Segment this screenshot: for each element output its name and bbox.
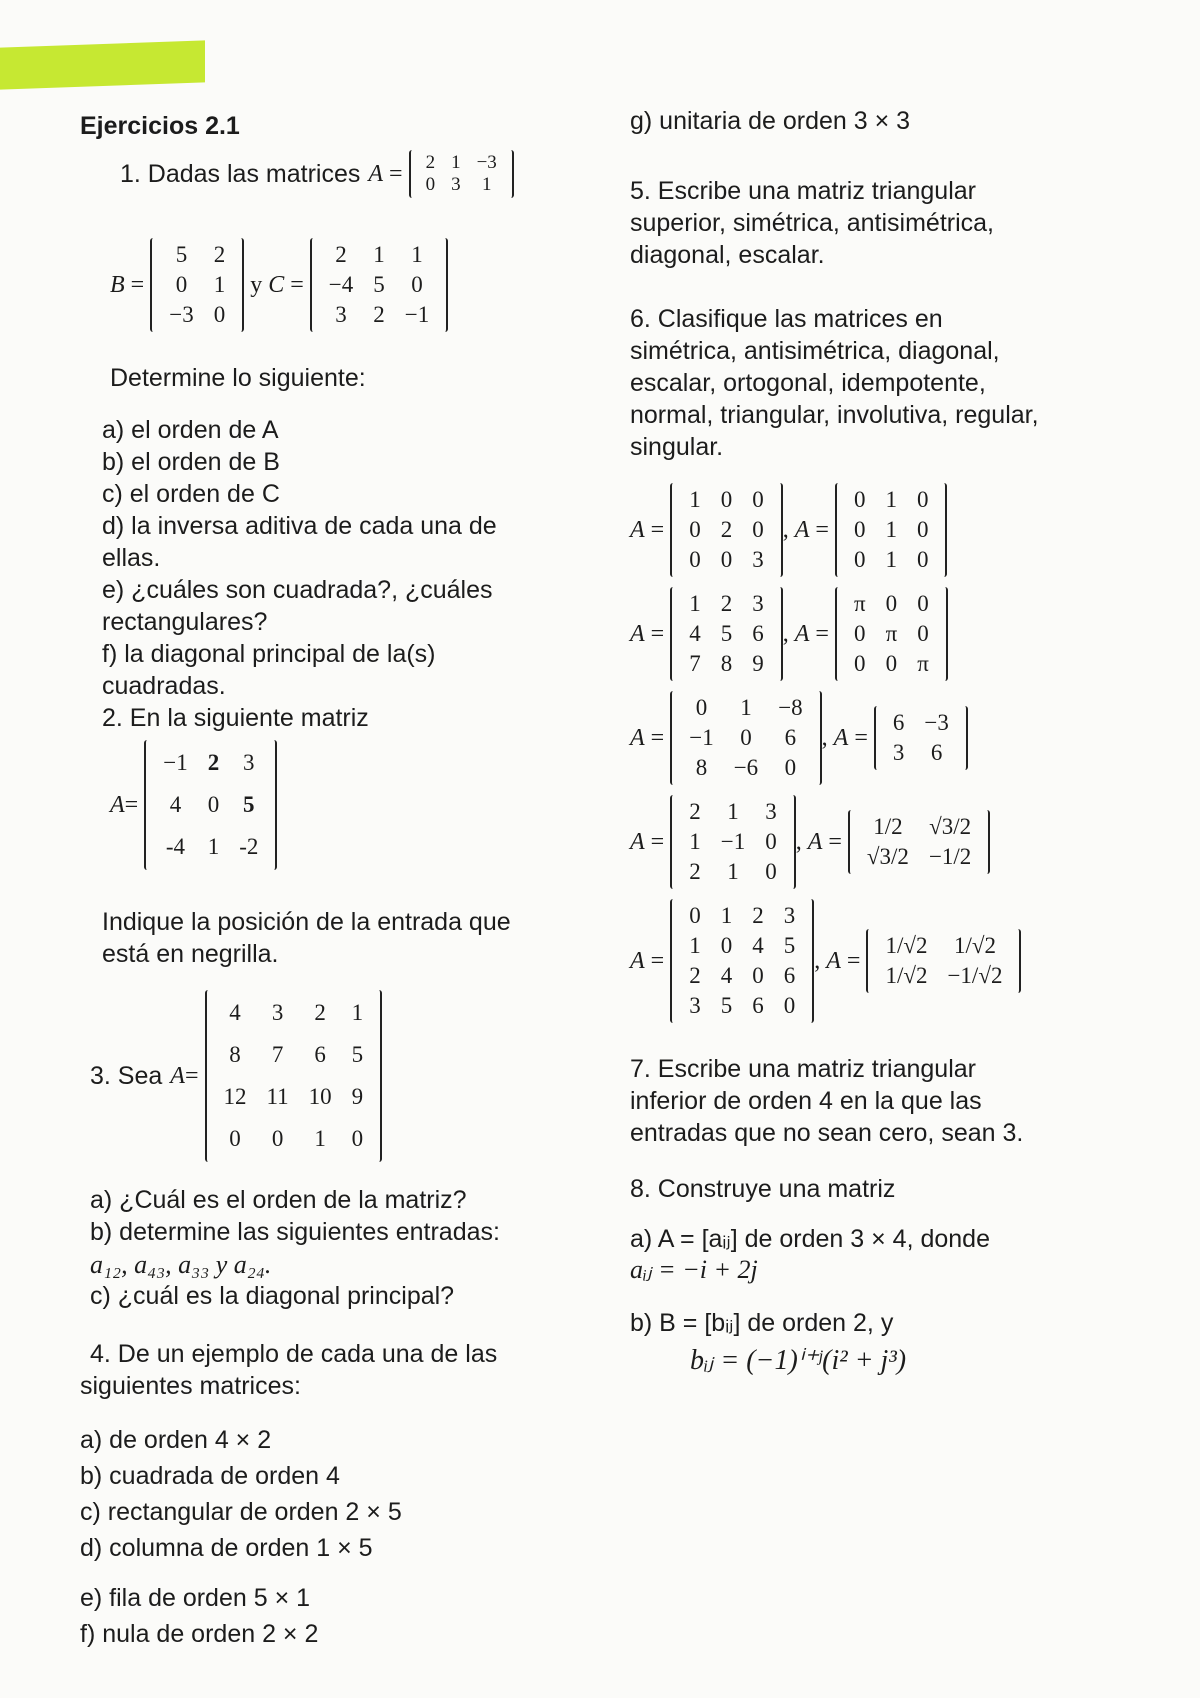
ex1-intro-row: 1. Dadas las matrices A = 2 1 −3 0 3 1 bbox=[120, 150, 590, 198]
text-line: superior, simétrica, antisimétrica, bbox=[630, 209, 995, 237]
matrix-cell: 8 bbox=[229, 1042, 241, 1067]
matrix-cell: 0 bbox=[885, 591, 898, 616]
matrix-cell: 0 bbox=[689, 547, 701, 572]
matrix-cell: 2 bbox=[314, 1000, 326, 1025]
matrix-cell: 1 bbox=[720, 903, 733, 928]
matrix-cell: 8 bbox=[720, 651, 733, 676]
ex2-intro: 2. En la siguiente matriz bbox=[102, 704, 369, 732]
matrix-cell: 1 bbox=[351, 1000, 364, 1025]
ex8-b-line-2: bᵢⱼ = (−1)ⁱ⁺ʲ(i² + j³) bbox=[690, 1345, 907, 1376]
text-line: inferior de orden 4 en la que las bbox=[630, 1087, 982, 1115]
matrix-cell: −1 bbox=[163, 750, 188, 775]
matrix-cell: 2 bbox=[720, 517, 733, 542]
matrix-cell: 8 bbox=[695, 755, 708, 780]
matrix-cell: √3/2 bbox=[866, 844, 909, 869]
text-line: cuadradas. bbox=[102, 672, 226, 700]
matrix-cell: π bbox=[917, 651, 929, 676]
text-line: singular. bbox=[630, 433, 724, 461]
matrix-cell: 4 bbox=[689, 621, 701, 646]
matrix-cell: 3 bbox=[451, 174, 461, 195]
matrix-cell: 1 bbox=[885, 517, 897, 542]
matrix-cell: 1/√2 bbox=[953, 933, 996, 958]
matrix-cell: 3 bbox=[783, 903, 796, 928]
text-line: f) la diagonal principal de la(s) bbox=[102, 640, 436, 668]
ex4-item-c: c) rectangular de orden 2 × 5 bbox=[80, 1498, 402, 1526]
matrix-cell: 2 bbox=[335, 242, 347, 267]
ex6-matrix bbox=[670, 795, 795, 889]
matrix-cell: 3 bbox=[689, 993, 701, 1018]
matrix-cell: −1/√2 bbox=[947, 963, 1003, 988]
ex4-item-g: g) unitaria de orden 3 × 3 bbox=[630, 107, 911, 135]
text-line: normal, triangular, involutiva, regular, bbox=[630, 401, 1039, 429]
matrix-cell: 2 bbox=[213, 242, 226, 267]
matrix-cell: 5 bbox=[175, 242, 188, 267]
ex3-question-b: b) determine las siguientes entradas: bbox=[90, 1218, 500, 1246]
matrix-cell: −6 bbox=[733, 755, 759, 780]
matrix-cell: −4 bbox=[328, 272, 354, 297]
matrix-cell: 1 bbox=[727, 799, 739, 824]
matrix-cell: π bbox=[885, 621, 898, 646]
matrix-cell: 0 bbox=[207, 792, 220, 817]
matrix-cell: 11 bbox=[266, 1084, 289, 1109]
ex3-question-c: c) ¿cuál es la diagonal principal? bbox=[90, 1282, 455, 1310]
matrix-cell: 6 bbox=[930, 740, 943, 765]
matrix-cell: −8 bbox=[778, 695, 803, 720]
matrix-cell: 3 bbox=[271, 1000, 284, 1025]
ex6-matrix-pair bbox=[630, 587, 1170, 681]
matrix-cell: 0 bbox=[425, 174, 436, 195]
matrix-cell: −1 bbox=[720, 829, 746, 854]
ex8-a-line-1: a) A = [aᵢⱼ] de orden 3 × 4, donde bbox=[630, 1225, 990, 1253]
matrix-cell: 0 bbox=[351, 1126, 364, 1151]
matrix-cell: 6 bbox=[314, 1042, 326, 1067]
text-line: d) la inversa aditiva de cada una de bbox=[102, 512, 497, 540]
ex6-matrix bbox=[670, 899, 814, 1023]
matrix-cell: 1 bbox=[727, 859, 739, 884]
matrix-cell: 3 bbox=[765, 799, 777, 824]
ex6-matrix bbox=[835, 587, 948, 681]
matrix-cell: 6 bbox=[783, 963, 796, 988]
matrix-cell: 0 bbox=[916, 547, 929, 572]
matrix-cell: 0 bbox=[689, 517, 701, 542]
matrix-cell: 10 bbox=[308, 1084, 332, 1109]
ex3-matrix bbox=[205, 990, 383, 1162]
ex8-a-line-2: aᵢⱼ = −i + 2j bbox=[630, 1255, 758, 1284]
ex6-matrix bbox=[874, 706, 968, 770]
ex5-text bbox=[630, 175, 1170, 271]
matrix-label: A = bbox=[630, 724, 665, 751]
text-line: escalar, ortogonal, idempotente, bbox=[630, 369, 986, 397]
matrix-cell: 6 bbox=[892, 710, 905, 735]
matrix-cell: 0 bbox=[175, 272, 188, 297]
matrix-label: A = bbox=[630, 828, 665, 855]
matrix-cell: 3 bbox=[752, 547, 764, 572]
matrix-cell: 4 bbox=[720, 963, 733, 988]
ex1-matrix-c bbox=[310, 238, 448, 332]
ex6-matrix bbox=[670, 483, 783, 577]
matrix-label: , A = bbox=[795, 828, 842, 855]
matrix-cell: 1 bbox=[411, 242, 423, 267]
matrix-cell: 2 bbox=[752, 903, 764, 928]
matrix-cell: 1 bbox=[885, 487, 897, 512]
matrix-cell: 1/√2 bbox=[885, 963, 928, 988]
ex2-question-1: Indique la posición de la entrada que bbox=[102, 908, 511, 936]
matrix-cell: 1 bbox=[207, 834, 220, 859]
matrix-cell: 0 bbox=[720, 487, 733, 512]
ex4-item-f: f) nula de orden 2 × 2 bbox=[80, 1620, 319, 1648]
text-line: b) el orden de B bbox=[102, 448, 280, 476]
matrix-label: , A = bbox=[782, 620, 829, 647]
ex6-matrix-pair bbox=[630, 899, 1170, 1023]
matrix-cell: 1 bbox=[689, 591, 701, 616]
matrix-cell: −3 bbox=[924, 710, 949, 735]
ex4-intro-2: siguientes matrices: bbox=[80, 1372, 301, 1400]
matrix-cell: 1 bbox=[689, 487, 701, 512]
matrix-cell: 2 bbox=[689, 799, 701, 824]
ex1-connector: y bbox=[250, 271, 263, 298]
matrix-cell: 5 bbox=[373, 272, 385, 297]
matrix-cell: 2 bbox=[689, 963, 701, 988]
matrix-cell: 1 bbox=[689, 933, 701, 958]
matrix-cell: 1 bbox=[481, 174, 492, 195]
matrix-cell: 1/2 bbox=[873, 814, 903, 839]
matrix-cell: 0 bbox=[784, 755, 797, 780]
matrix-cell: 3 bbox=[243, 750, 255, 775]
ex3-entries: a₁₂, a₄₃, a₃₃ y a₂₄. bbox=[90, 1250, 272, 1279]
matrix-cell: π bbox=[853, 591, 866, 616]
text-line: 7. Escribe una matriz triangular bbox=[630, 1055, 976, 1083]
text-line: diagonal, escalar. bbox=[630, 241, 825, 269]
text-line: 5. Escribe una matriz triangular bbox=[630, 177, 976, 205]
ex6-matrix-pair bbox=[630, 483, 1170, 577]
matrix-cell: 1 bbox=[213, 272, 226, 297]
matrix-cell: -2 bbox=[239, 834, 259, 859]
matrix-cell: 0 bbox=[853, 547, 866, 572]
matrix-cell: 0 bbox=[916, 487, 929, 512]
matrix-cell: −1 bbox=[689, 725, 714, 750]
matrix-label: A = bbox=[630, 516, 665, 543]
matrix-cell: 3 bbox=[335, 302, 347, 327]
matrix-cell: 0 bbox=[765, 829, 777, 854]
matrix-cell: 6 bbox=[784, 725, 797, 750]
matrix-cell: 2 bbox=[207, 750, 220, 775]
matrix-cell: −1/2 bbox=[928, 844, 972, 869]
matrix-cell: 7 bbox=[689, 651, 701, 676]
ex6-matrix-pair bbox=[630, 795, 1170, 889]
right-column bbox=[630, 105, 1170, 1377]
ex1-matrix-row: B = 5 2 0 1 −3 0 y C = 2 1 1 −4 5 0 3 2 −1 bbox=[110, 238, 590, 332]
text-line: rectangulares? bbox=[102, 608, 268, 636]
matrix-cell: -4 bbox=[165, 834, 186, 859]
ex7-text bbox=[630, 1053, 1170, 1149]
ex6-matrix bbox=[848, 810, 990, 874]
matrix-cell: 0 bbox=[917, 591, 929, 616]
matrix-cell: 9 bbox=[752, 651, 764, 676]
ex8-intro: 8. Construye una matriz bbox=[630, 1175, 896, 1203]
ex4-intro-1: 4. De un ejemplo de cada una de las bbox=[90, 1340, 498, 1368]
left-column bbox=[80, 110, 590, 1652]
ex1-matrix-a bbox=[409, 150, 514, 198]
text-line: simétrica, antisimétrica, diagonal, bbox=[630, 337, 1000, 365]
matrix-cell: 7 bbox=[271, 1042, 284, 1067]
matrix-label: , A = bbox=[782, 516, 829, 543]
ex1-items bbox=[102, 414, 590, 702]
ex6-matrix bbox=[670, 691, 821, 785]
ex8-b-line-1: b) B = [bᵢⱼ] de orden 2, y bbox=[630, 1309, 894, 1337]
matrix-cell: 0 bbox=[689, 903, 701, 928]
matrix-cell: 0 bbox=[765, 859, 777, 884]
ex2-question-2: está en negrilla. bbox=[102, 940, 279, 968]
matrix-cell: 2 bbox=[689, 859, 701, 884]
ex1-matrix-b bbox=[150, 238, 244, 332]
matrix-cell: 2 bbox=[720, 591, 733, 616]
matrix-cell: 0 bbox=[411, 272, 423, 297]
matrix-cell: 1 bbox=[373, 242, 385, 267]
ex4-item-a: a) de orden 4 × 2 bbox=[80, 1426, 272, 1454]
ex6-text bbox=[630, 303, 1170, 463]
matrix-cell: 0 bbox=[752, 517, 764, 542]
matrix-cell: 0 bbox=[695, 695, 708, 720]
ex1-prompt: Determine lo siguiente: bbox=[110, 364, 366, 392]
matrix-cell: 4 bbox=[169, 792, 182, 817]
matrix-cell: 1 bbox=[885, 547, 897, 572]
ex6-matrix bbox=[866, 929, 1021, 993]
text-line: e) ¿cuáles son cuadrada?, ¿cuáles bbox=[102, 576, 493, 604]
matrix-cell: 5 bbox=[720, 621, 733, 646]
matrix-cell: 5 bbox=[720, 993, 733, 1018]
matrix-cell: 5 bbox=[243, 792, 255, 817]
matrix-cell: 0 bbox=[752, 487, 764, 512]
matrix-label: A = bbox=[630, 947, 665, 974]
matrix-cell: 0 bbox=[885, 651, 898, 676]
matrix-cell: 0 bbox=[783, 993, 796, 1018]
matrix-cell: −3 bbox=[169, 302, 194, 327]
ex2-matrix bbox=[144, 740, 277, 870]
text-line: 6. Clasifique las matrices en bbox=[630, 305, 943, 333]
text-line: c) el orden de C bbox=[102, 480, 280, 508]
text-line: ellas. bbox=[102, 544, 161, 572]
matrix-cell: 1 bbox=[451, 152, 461, 173]
matrix-cell: 1 bbox=[740, 695, 752, 720]
matrix-label: , A = bbox=[814, 947, 861, 974]
matrix-cell: 0 bbox=[854, 621, 866, 646]
matrix-cell: 0 bbox=[853, 517, 866, 542]
matrix-cell: 5 bbox=[783, 933, 796, 958]
ex3-row: 3. Sea A= 4 3 2 1 8 7 6 5 12 11 10 9 0 0 1 0 bbox=[90, 990, 590, 1162]
matrix-cell: 6 bbox=[752, 621, 764, 646]
matrix-cell: 2 bbox=[425, 152, 436, 173]
page-title: Ejercicios 2.1 bbox=[80, 112, 240, 140]
matrix-cell: 1 bbox=[314, 1126, 326, 1151]
ex6-matrix bbox=[670, 587, 783, 681]
matrix-cell: 1 bbox=[689, 829, 701, 854]
highlighter-mark bbox=[0, 40, 205, 89]
ex4-item-d: d) columna de orden 1 × 5 bbox=[80, 1534, 373, 1562]
ex6-matrix bbox=[835, 483, 948, 577]
matrix-cell: 9 bbox=[351, 1084, 364, 1109]
matrix-cell: 0 bbox=[740, 725, 752, 750]
matrix-cell: 0 bbox=[720, 547, 733, 572]
matrix-cell: −3 bbox=[476, 152, 497, 173]
matrix-cell: 4 bbox=[752, 933, 764, 958]
matrix-cell: 0 bbox=[853, 487, 866, 512]
ex3-question-a: a) ¿Cuál es el orden de la matriz? bbox=[90, 1186, 467, 1214]
ex4-items bbox=[80, 1422, 590, 1652]
matrix-cell: 3 bbox=[892, 740, 905, 765]
matrix-cell: √3/2 bbox=[929, 814, 972, 839]
ex4-item-b: b) cuadrada de orden 4 bbox=[80, 1462, 340, 1490]
ex3-label: 3. Sea bbox=[90, 1062, 163, 1090]
matrix-cell: 0 bbox=[854, 651, 866, 676]
ex6-matrices bbox=[630, 483, 1170, 1023]
matrix-cell: −1 bbox=[404, 302, 430, 327]
matrix-cell: 0 bbox=[720, 933, 733, 958]
text-line: a) el orden de A bbox=[102, 416, 279, 444]
matrix-cell: 2 bbox=[373, 302, 385, 327]
matrix-label: , A = bbox=[821, 724, 868, 751]
matrix-cell: 0 bbox=[752, 963, 764, 988]
ex1-intro: 1. Dadas las matrices bbox=[120, 160, 361, 188]
matrix-cell: 1/√2 bbox=[885, 933, 928, 958]
ex2-matrix-row: A= −1 2 3 4 0 5 -4 1 -2 bbox=[110, 740, 590, 870]
matrix-cell: 0 bbox=[271, 1126, 284, 1151]
matrix-cell: 5 bbox=[351, 1042, 364, 1067]
matrix-cell: 6 bbox=[752, 993, 764, 1018]
matrix-cell: 0 bbox=[229, 1126, 241, 1151]
matrix-cell: 12 bbox=[223, 1084, 247, 1109]
ex4-item-e: e) fila de orden 5 × 1 bbox=[80, 1584, 311, 1612]
matrix-cell: 0 bbox=[917, 621, 929, 646]
matrix-label: A = bbox=[630, 620, 665, 647]
text-line: entradas que no sean cero, sean 3. bbox=[630, 1119, 1024, 1147]
ex6-matrix-pair bbox=[630, 691, 1170, 785]
matrix-cell: 0 bbox=[916, 517, 929, 542]
matrix-cell: 4 bbox=[229, 1000, 241, 1025]
matrix-cell: 0 bbox=[213, 302, 226, 327]
matrix-cell: 3 bbox=[752, 591, 764, 616]
